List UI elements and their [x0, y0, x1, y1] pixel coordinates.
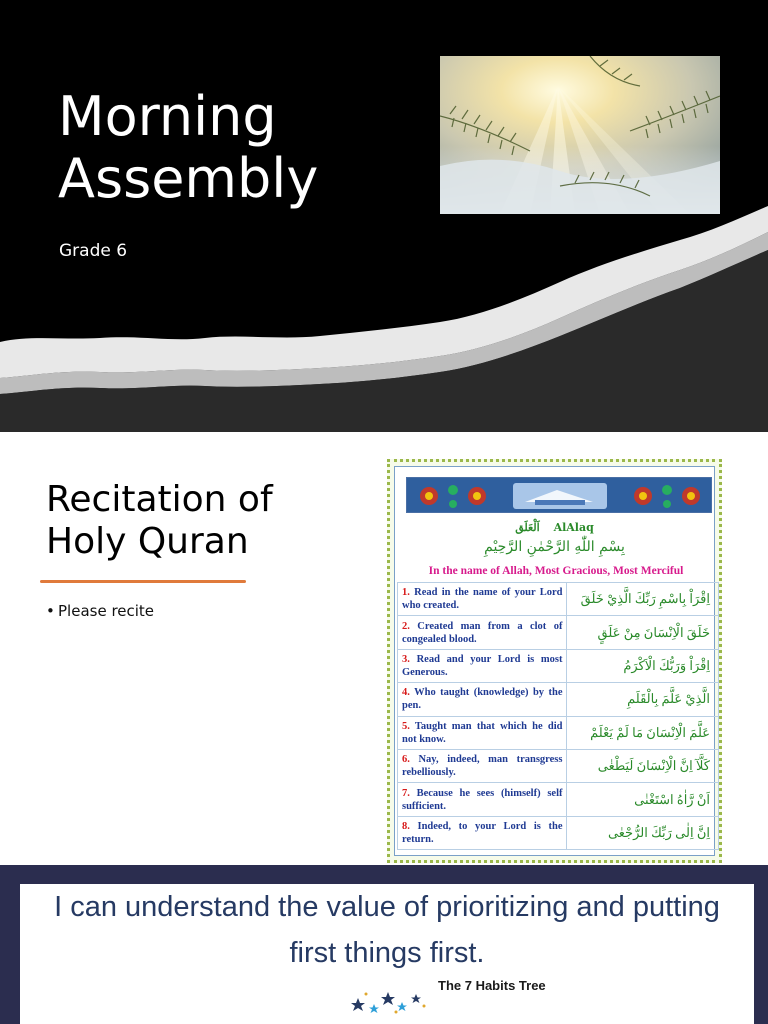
- verse-arabic-text: اِقْرَاْ وَرَبُّكَ الْاَكْرَمُ: [567, 649, 719, 682]
- ornamental-banner: [406, 477, 712, 513]
- verse-arabic-text: الَّذِيْ عَلَّمَ بِالْقَلَمِ: [567, 683, 719, 716]
- verse-translation: [398, 616, 567, 649]
- section-title-line-2: Holy Quran: [46, 521, 249, 562]
- verse-english-text: Who taught (knowledge) by the pen.: [402, 687, 563, 712]
- verse-english-text: Read and your Lord is most Generous.: [402, 653, 563, 678]
- seven-habits-tree-label: The 7 Habits Tree: [438, 978, 546, 993]
- grade-subtitle: Grade 6: [59, 241, 128, 261]
- verse-number: 6.: [402, 754, 410, 766]
- statement-panel: [20, 884, 754, 1024]
- verse-english-text: Created man from a clot of congealed blood.: [402, 620, 563, 645]
- slide-learning-target: [0, 865, 768, 1024]
- verse-translation: [398, 749, 567, 782]
- verse-arabic-text: كَلَّآ اِنَّ الْاِنْسَانَ لَيَطْغٰى: [567, 749, 719, 782]
- verse-row: [398, 583, 719, 616]
- slide-recitation: [0, 432, 768, 865]
- verse-row: [398, 683, 719, 716]
- title-line-2: Assembly: [58, 147, 319, 210]
- bullet-text: Please recite: [58, 602, 155, 620]
- verse-arabic-text: عَلَّمَ الْاِنْسَانَ مَا لَمْ يَعْلَمْ: [567, 716, 719, 749]
- surah-heading: [395, 521, 714, 534]
- slide-morning-assembly: [0, 0, 768, 432]
- verse-english-text: Read in the name of your Lord who created.: [402, 587, 563, 612]
- verse-number: 2.: [402, 620, 410, 632]
- page-title: [58, 86, 318, 210]
- verse-translation: [398, 783, 567, 816]
- surah-name: AlAlaq: [553, 521, 594, 534]
- verse-translation: [398, 816, 567, 849]
- intro-line: In the name of Allah, Most Gracious, Most Merciful: [428, 565, 684, 577]
- statement-line-2: first things first.: [289, 937, 485, 969]
- verse-number: 8.: [402, 820, 410, 832]
- section-title-line-1: Recitation of: [46, 479, 273, 520]
- section-title: [46, 479, 273, 563]
- accent-rule: [40, 580, 246, 583]
- quran-page: [394, 466, 715, 856]
- verse-translation: [398, 583, 567, 616]
- verse-number: 3.: [402, 653, 410, 665]
- verse-row: [398, 816, 719, 849]
- title-line-1: Morning: [58, 85, 277, 148]
- learning-statement: [20, 884, 754, 976]
- verse-arabic-text: اِنَّ اِلٰى رَبِّكَ الرُّجْعٰى: [567, 816, 719, 849]
- verse-english-text: Taught man that which he did not know.: [402, 720, 563, 745]
- bullet-dot-icon: •: [46, 602, 55, 620]
- verses-table: [397, 582, 719, 850]
- quran-surah-image: [387, 459, 722, 863]
- verse-number: 7.: [402, 787, 410, 799]
- bullet-item: [46, 602, 154, 620]
- stars-icon: [350, 988, 430, 1018]
- verse-number: 5.: [402, 720, 410, 732]
- surah-arabic: اَلْعَلَق: [515, 521, 540, 534]
- verse-english-text: Nay, indeed, man transgress rebelliously.: [402, 754, 563, 779]
- verse-arabic-text: اَنْ رَّاٰهُ اسْتَغْنٰى: [567, 783, 719, 816]
- torn-paper-decoration: [0, 0, 768, 432]
- verse-english-text: Indeed, to your Lord is the return.: [402, 820, 563, 845]
- banner-ornament-image: [407, 478, 712, 513]
- verse-row: [398, 749, 719, 782]
- verse-row: [398, 649, 719, 682]
- verse-row: [398, 783, 719, 816]
- verse-number: 4.: [402, 687, 410, 699]
- verse-translation: [398, 716, 567, 749]
- verse-arabic-text: اِقْرَاْ بِاسْمِ رَبِّكَ الَّذِيْ خَلَقَ: [567, 583, 719, 616]
- verse-english-text: Because he sees (himself) self sufficient.: [402, 787, 563, 812]
- verse-translation: [398, 683, 567, 716]
- statement-line-1: I can understand the value of prioritizing and putting: [54, 891, 720, 923]
- bismillah: بِسْمِ اللّٰهِ الرَّحْمٰنِ الرَّحِيْمِ: [484, 539, 625, 555]
- verse-arabic-text: خَلَقَ الْاِنْسَانَ مِنْ عَلَقٍ: [567, 616, 719, 649]
- verse-number: 1.: [402, 587, 410, 599]
- verse-row: [398, 716, 719, 749]
- verse-translation: [398, 649, 567, 682]
- verse-row: [398, 616, 719, 649]
